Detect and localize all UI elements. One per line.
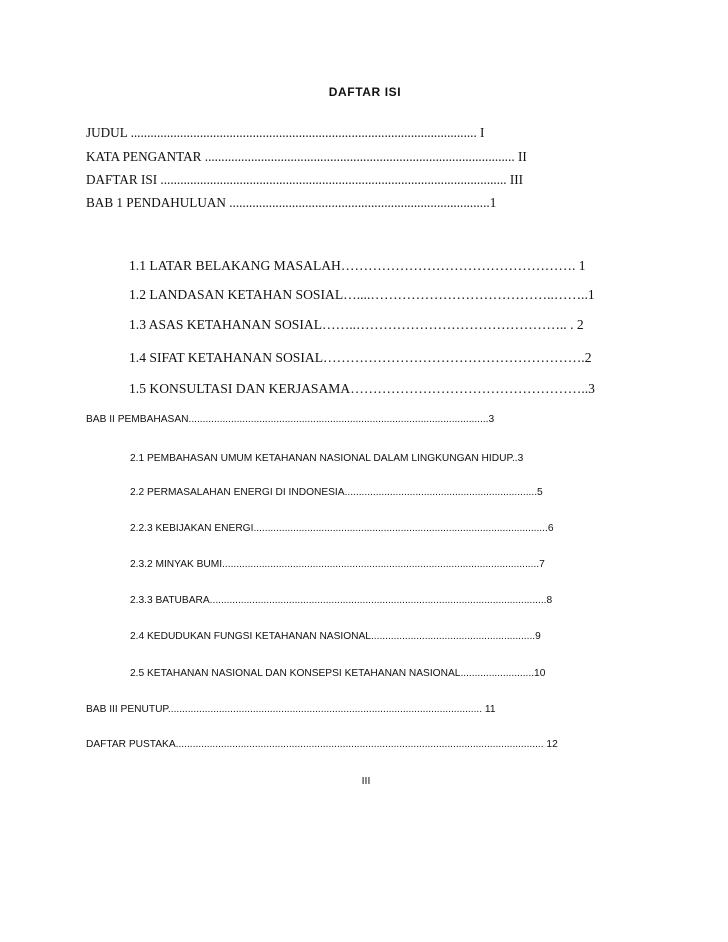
- toc-entry-bab-1[interactable]: [86, 195, 576, 211]
- toc-entry-page: 10: [534, 668, 546, 679]
- toc-entry-leader: ..........................: [460, 668, 535, 679]
- toc-entry-page: 3: [517, 453, 524, 464]
- toc-entry-kata-pengantar[interactable]: [86, 149, 586, 165]
- toc-entry-page: 1: [575, 258, 586, 273]
- toc-entry-page: 1: [489, 195, 497, 210]
- toc-entry-judul[interactable]: [86, 125, 586, 141]
- toc-entry-label: 2.3.2 MINYAK BUMI: [130, 559, 223, 570]
- toc-entry-label: BAB III PENUTUP: [86, 704, 168, 715]
- toc-entry-label: 2.2.3 KEBIJAKAN ENERGI: [130, 523, 254, 534]
- toc-entry-label: 1.2 LANDASAN KETAHAN SOSIAL: [129, 287, 344, 302]
- toc-entry-page: II: [514, 149, 527, 164]
- toc-entry-2-5[interactable]: [130, 668, 590, 680]
- toc-entry-daftar-isi[interactable]: [86, 172, 586, 188]
- toc-entry-leader: .........................................................................................................: [160, 172, 507, 187]
- toc-entry-page: 12: [543, 739, 558, 750]
- page-number: III: [361, 775, 371, 787]
- toc-entry-leader: ....................................................................: [344, 487, 538, 498]
- toc-entry-label: BAB 1 PENDAHULUAN: [86, 195, 230, 210]
- toc-entry-label: JUDUL: [86, 125, 131, 140]
- toc-entry-page: 7: [539, 559, 545, 570]
- toc-entry-page: 1: [587, 287, 595, 302]
- toc-entry-bab-2[interactable]: [86, 414, 556, 426]
- toc-entry-2-4[interactable]: [130, 631, 590, 643]
- toc-entry-label: 2.2 PERMASALAHAN ENERGI DI INDONESIA: [130, 487, 345, 498]
- toc-entry-leader: ...............................................................................................................: [167, 704, 483, 715]
- toc-entry-1-2[interactable]: [129, 287, 595, 303]
- toc-entry-page: 6: [547, 523, 554, 534]
- toc-entry-page: 2: [573, 317, 584, 332]
- toc-entry-label: 2.3.3 BATUBARA: [130, 595, 210, 606]
- toc-entry-label: BAB II PEMBAHASAN: [86, 414, 189, 425]
- toc-entry-bab-3[interactable]: [86, 704, 566, 716]
- toc-entry-label: 1.3 ASAS KETAHANAN SOSIAL: [129, 317, 323, 332]
- toc-entry-page: 8: [546, 595, 553, 606]
- page-title: DAFTAR ISI: [328, 85, 402, 99]
- toc-entry-label: 2.1 PEMBAHASAN UMUM KETAHANAN NASIONAL DALAM LINGKUNGAN HIDUP: [130, 453, 512, 464]
- toc-entry-leader: ..................................................................................................................................: [175, 739, 544, 750]
- toc-entry-label: 1.4 SIFAT KETAHANAN SOSIAL: [129, 350, 324, 365]
- toc-entry-leader: …....…………………………………..……..: [343, 287, 588, 302]
- toc-entry-page: 3: [588, 381, 595, 396]
- toc-entry-page: 5: [537, 487, 543, 498]
- toc-entry-label: 1.1 LATAR BELAKANG MASALAH: [129, 258, 341, 273]
- toc-entry-page: 9: [535, 631, 541, 642]
- toc-entry-label: 2.5 KETAHANAN NASIONAL DAN KONSEPSI KETAHANAN NASIONAL: [130, 668, 461, 679]
- toc-entry-leader: .......................................................................................................................: [209, 595, 547, 606]
- toc-entry-label: KATA PENGANTAR: [86, 149, 205, 164]
- toc-entry-leader: ……………………………………………..: [350, 381, 589, 396]
- toc-entry-leader: ........................................................................................................: [253, 523, 548, 534]
- toc-entry-label: 2.4 KEDUDUKAN FUNGSI KETAHANAN NASIONAL: [130, 631, 371, 642]
- toc-entry-leader: ..........................................................: [370, 631, 536, 642]
- toc-entry-page: 3: [488, 414, 495, 425]
- toc-entry-leader: ..: [511, 453, 518, 464]
- toc-entry-leader: ………………………………………………….: [323, 350, 585, 365]
- toc-entry-1-3[interactable]: [129, 317, 589, 333]
- toc-entry-page: III: [506, 172, 524, 187]
- toc-entry-1-5[interactable]: [129, 381, 595, 397]
- toc-entry-daftar-pustaka[interactable]: [86, 739, 596, 751]
- toc-entry-2-2-3[interactable]: [130, 523, 590, 535]
- toc-entry-page: 2: [584, 350, 592, 365]
- toc-entry-2-3-3[interactable]: [130, 595, 590, 607]
- toc-entry-1-1[interactable]: [129, 258, 584, 274]
- toc-entry-label: 1.5 KONSULTASI DAN KERJASAMA: [129, 381, 351, 396]
- toc-entry-page: 11: [482, 704, 496, 715]
- toc-entry-leader: ................................................................................................................: [222, 559, 540, 570]
- toc-entry-leader: .........................................................................................................: [130, 125, 477, 140]
- toc-entry-leader: …………………………………………….: [340, 258, 576, 273]
- toc-entry-2-2[interactable]: [130, 487, 580, 499]
- toc-entry-leader: ...............................................................................: [229, 195, 490, 210]
- toc-entry-2-3-2[interactable]: [130, 559, 590, 571]
- toc-entry-leader: ..............................................................................................: [204, 149, 515, 164]
- toc-entry-leader: ..........................................................................................................: [188, 414, 489, 425]
- toc-entry-label: DAFTAR ISI: [86, 172, 161, 187]
- toc-entry-label: DAFTAR PUSTAKA: [86, 739, 176, 750]
- toc-entry-leader: ……..……………………………………….. .: [322, 317, 574, 332]
- toc-entry-page: I: [476, 125, 485, 140]
- toc-entry-1-4[interactable]: [129, 350, 592, 366]
- toc-entry-2-1[interactable]: [130, 453, 580, 465]
